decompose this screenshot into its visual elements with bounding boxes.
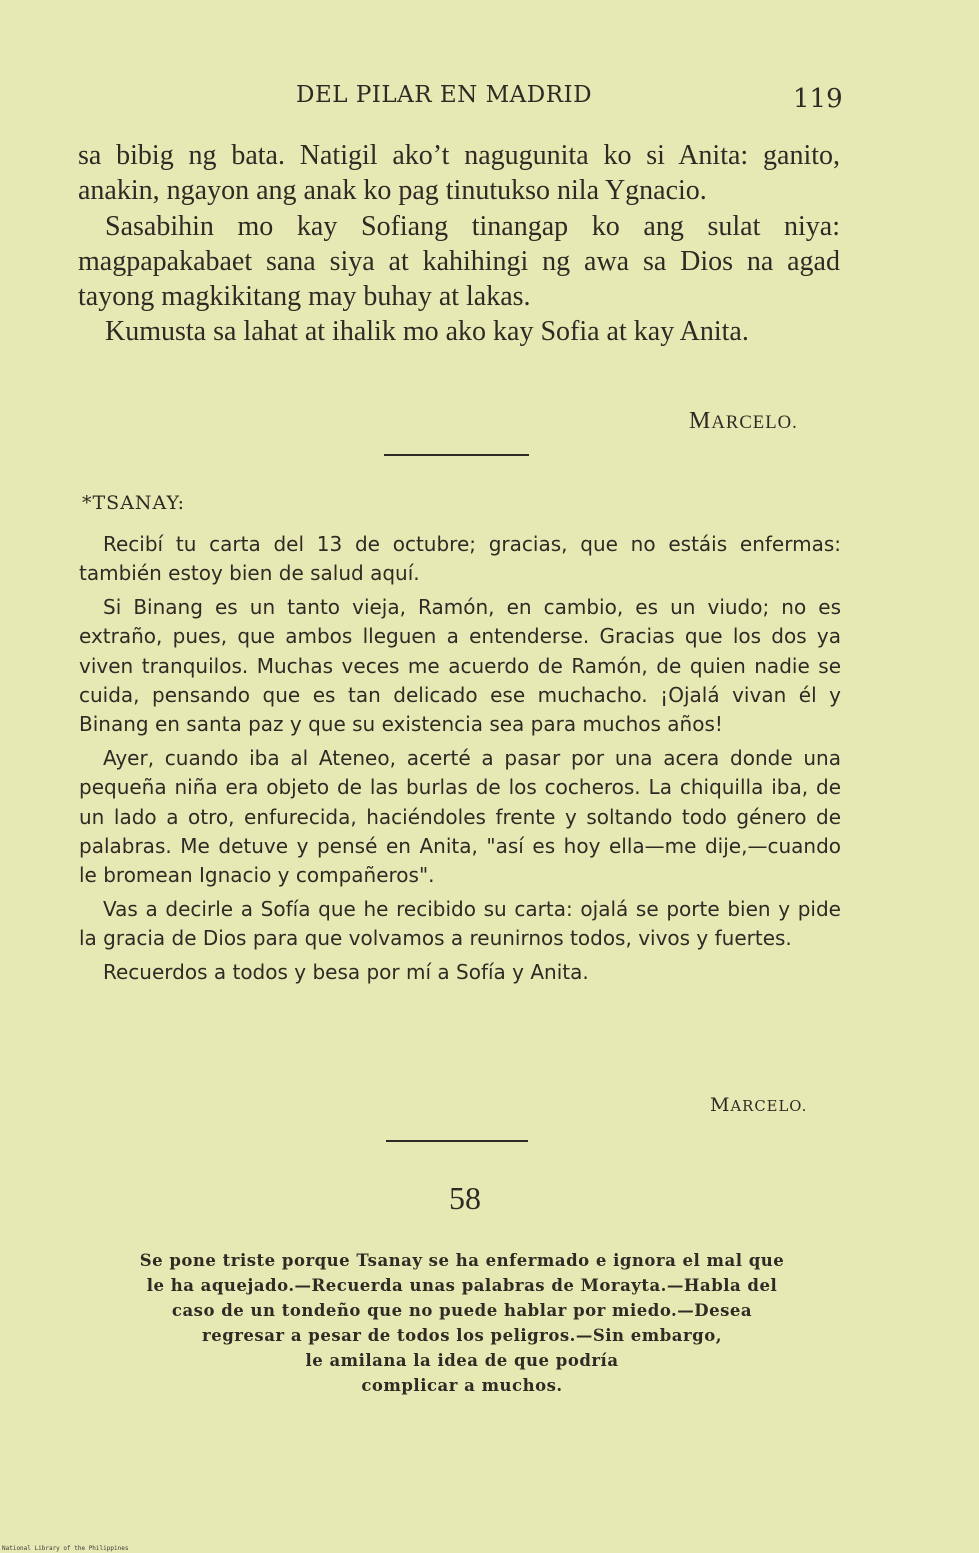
signature-rest: ARCELO. [730, 1098, 808, 1115]
summary-line: regresar a pesar de todos los peligros.—Sin embargo, [202, 1326, 722, 1345]
section-divider [384, 454, 529, 456]
spanish-paragraph: Si Binang es un tanto vieja, Ramón, en cambio, es un viudo; no es extraño, pues, que ambos lleguen a entenderse. Gracias que los dos ya viven tranquilos. Muchas veces me acuerdo de Ramón, de quien nadie se cuida, pensando que es tan delicado ese muchacho. ¡Ojalá vivan él y Binang en santa paz y que su existencia sea para muchos años! [79, 594, 841, 737]
section-divider [386, 1140, 528, 1142]
summary-line: complicar a muchos. [361, 1376, 563, 1395]
spanish-signature [710, 1094, 807, 1116]
signature-initial: M [710, 1094, 731, 1116]
page-number: 119 [793, 84, 843, 114]
spanish-paragraph: Vas a decirle a Sofía que he recibido su carta: ojalá se porte bien y pide la gracia de Dios para que volvamos a reunirnos todos, vivos y fuertes. [79, 896, 841, 951]
letter-salutation: *TSANAY: [82, 492, 186, 514]
summary-line: le ha aquejado.—Recuerda unas palabras de Morayta.—Habla del [146, 1276, 778, 1295]
library-credit: National Library of the Philippines [2, 1545, 129, 1552]
signature-rest: ARCELO. [711, 412, 798, 433]
spanish-paragraph: Ayer, cuando iba al Ateneo, acerté a pasar por una acera donde una pequeña niña era objeto de las burlas de los cocheros. La chiquilla iba, de un lado a otro, enfurecida, haciéndoles frente y soltando todo género de palabras. Me detuve y pensé en Anita, "así es hoy ella—me dije,—cuando le bromean Ignacio y compañeros". [79, 745, 841, 888]
letter-summary [80, 1248, 844, 1398]
tagalog-paragraph: sa bibig ng bata. Natigil ako’t nagugunita ko si Anita: ganito, anakin, ngayon ang anak ko pag tinutukso nila Ygnacio. [78, 140, 840, 207]
tagalog-paragraph: Sasabihin mo kay Sofiang tinangap ko ang sulat niya: magpapakabaet sana siya at kahihingi ng awa sa Dios na agad tayong magkikitang may buhay at lakas. [78, 210, 840, 313]
spanish-letter-body [79, 530, 841, 987]
signature-initial: M [689, 408, 712, 434]
summary-line: le amilana la idea de que podría [305, 1351, 619, 1370]
spanish-paragraph: Recibí tu carta del 13 de octubre; gracias, que no estáis enfermas: también estoy bien de salud aquí. [79, 532, 841, 586]
summary-line: caso de un tondeño que no puede hablar por miedo.—Desea [171, 1301, 753, 1320]
spanish-paragraph: Recuerdos a todos y besa por mí a Sofía y Anita. [103, 959, 589, 984]
running-title: DEL PILAR EN MADRID [296, 82, 593, 108]
tagalog-paragraph: Kumusta sa lahat at ihalik mo ako kay Sofia at kay Anita. [105, 316, 749, 348]
summary-line: Se pone triste porque Tsanay se ha enfermado e ignora el mal que [139, 1251, 785, 1270]
tagalog-letter-body [78, 138, 840, 350]
tagalog-signature [689, 408, 798, 435]
letter-number: 58 [449, 1180, 481, 1216]
